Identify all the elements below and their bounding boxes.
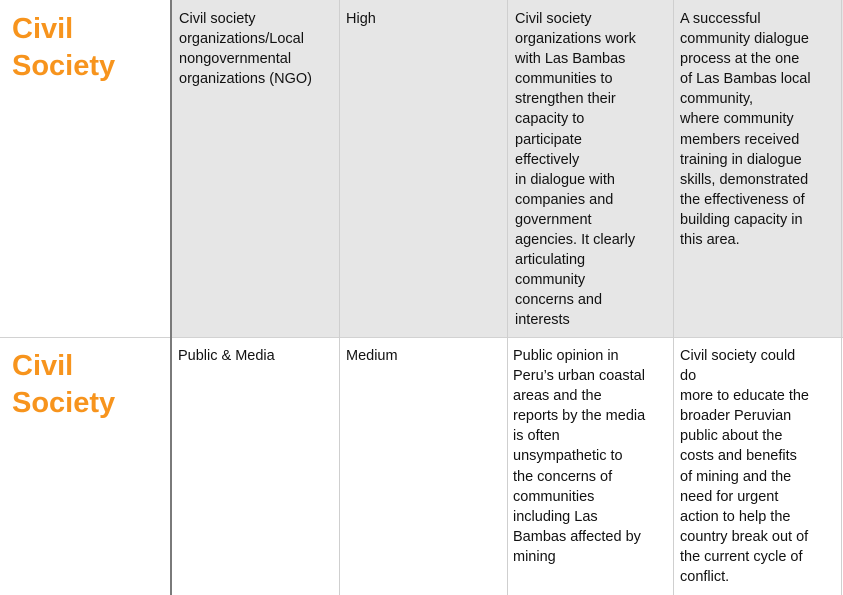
column-divider: [170, 0, 172, 595]
stakeholder-cell: [0, 337, 171, 595]
group-cell: Public & Media: [178, 348, 275, 364]
example-cell: Civil society could do more to educate the broader Peruvian public about the costs and benefits of mining and the need for urgent action to help the country break out of the current cycle of conflict.: [680, 348, 809, 586]
column-divider: [507, 0, 508, 595]
column-divider: [673, 0, 674, 595]
table-row: [0, 337, 843, 595]
group-cell: Civil society organizations/Local nongovernmental organizations (NGO): [171, 0, 339, 337]
influence-cell: High: [339, 0, 507, 337]
stakeholder-label: Civil Society: [12, 13, 116, 82]
stakeholder-label: Civil Society: [12, 350, 116, 419]
example-cell: A successful community dialogue process at the one of Las Bambas local community, where community members received training in dialogue skills, demonstrated the effectiveness of building capacity in this area.: [673, 0, 843, 337]
influence-cell: Medium: [346, 348, 398, 364]
column-divider: [339, 0, 340, 595]
stakeholder-cell: [0, 0, 171, 337]
row-divider: [0, 337, 843, 338]
role-cell: Public opinion in Peru’s urban coastal areas and the reports by the media is often unsympathetic to the concerns of communities including Las Bambas affected by mining: [513, 348, 646, 565]
role-cell: Civil society organizations work with Las Bambas communities to strengthen their capacity to participate effectively in dialogue with companies and government agencies. It clearly articulating community concerns and interests: [507, 0, 673, 337]
column-divider: [841, 0, 842, 595]
